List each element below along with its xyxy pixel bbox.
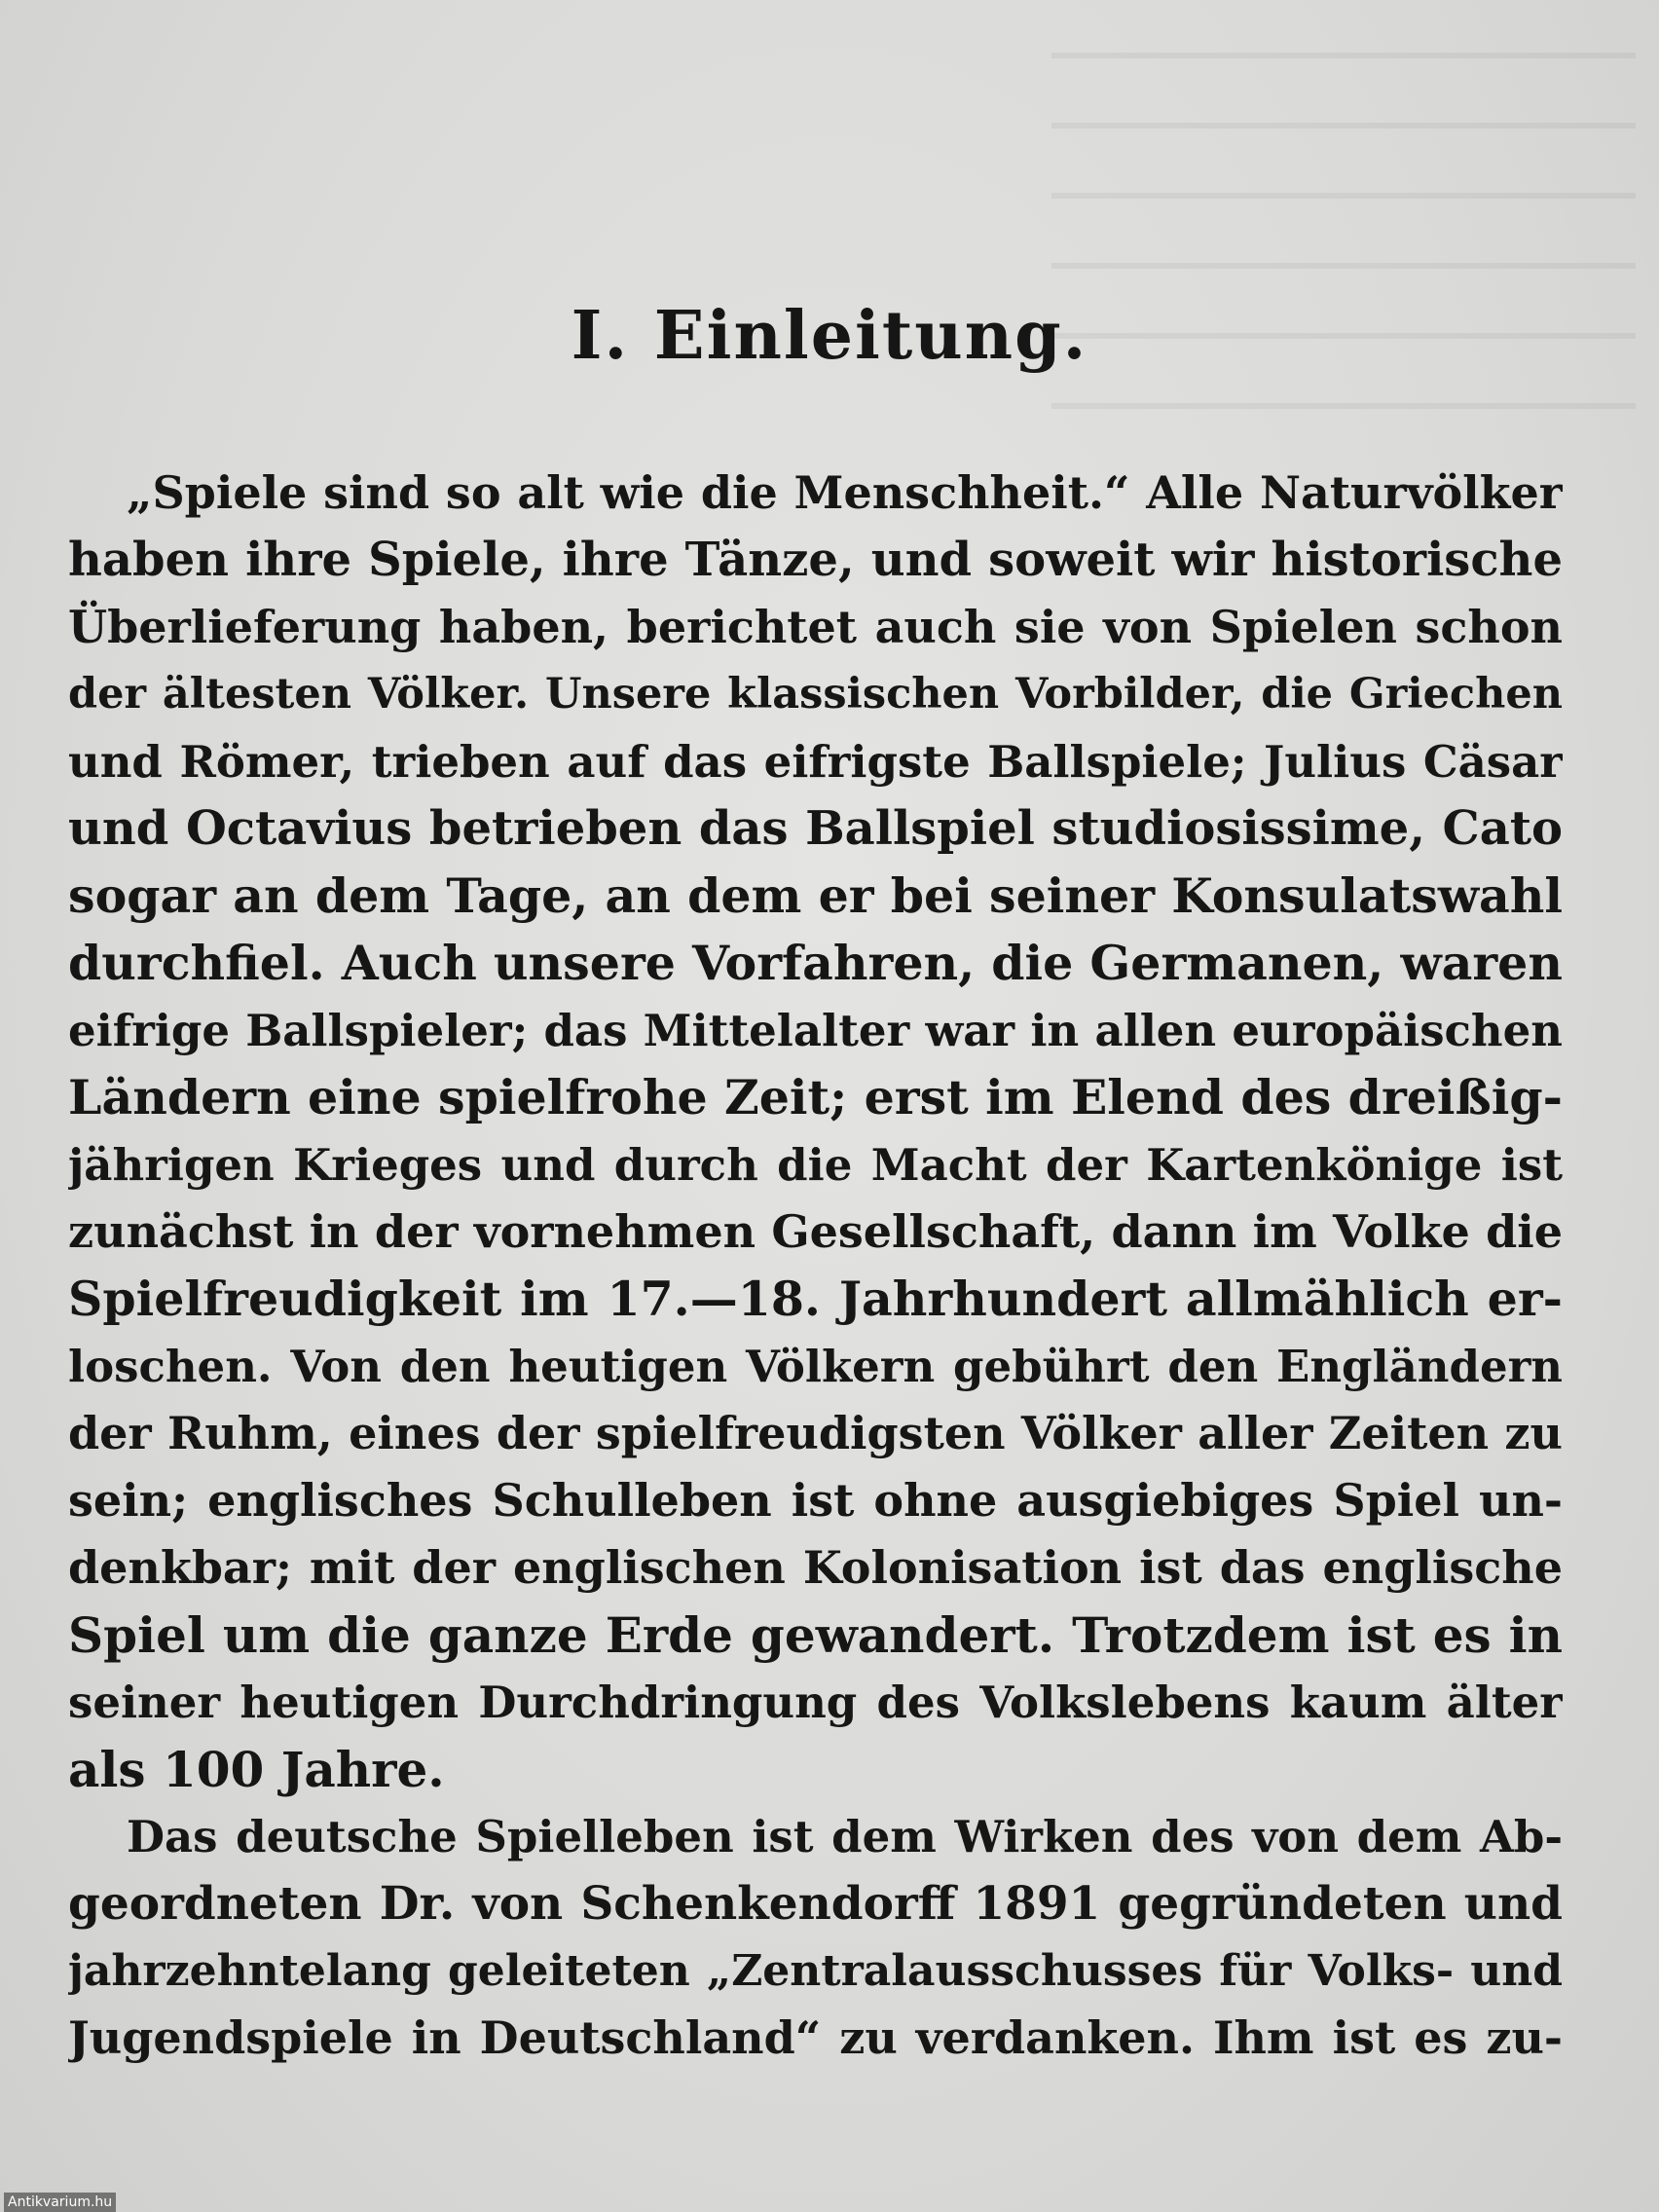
body-text <box>68 460 1563 2072</box>
text-line: der Ruhm, eines der spielfreudigsten Völker aller Zeiten zu <box>68 1407 1563 1459</box>
text-line: Jugendspiele in Deutschland“ zu verdanken. Ihm ist es zu- <box>68 2011 1563 2064</box>
text-line: als 100 Jahre. <box>68 1741 445 1798</box>
text-line: geordneten Dr. von Schenkendorff 1891 gegründeten und <box>68 1877 1563 1931</box>
text-line: Spielfreudigkeit im 17.—18. Jahrhundert allmählich er- <box>68 1271 1563 1327</box>
text-line: sein; englisches Schulleben ist ohne ausgiebiges Spiel un- <box>68 1474 1563 1527</box>
text-line: und Octavius betrieben das Ballspiel studiosissime, Cato <box>68 801 1563 856</box>
text-line: Spiel um die ganze Erde gewandert. Trotzdem ist es in <box>68 1606 1563 1664</box>
text-line: zunächst in der vornehmen Gesellschaft, dann im Volke die <box>68 1205 1563 1258</box>
text-line: „Spiele sind so alt wie die Menschheit.“ Alle Naturvölker <box>127 466 1563 519</box>
text-line: der ältesten Völker. Unsere klassischen Vorbilder, die Griechen <box>68 670 1563 719</box>
text-line: sogar an dem Tage, an dem er bei seiner Konsulatswahl <box>68 867 1563 924</box>
text-line: haben ihre Spiele, ihre Tänze, und soweit wir historische <box>68 533 1563 587</box>
text-line: seiner heutigen Durchdringung des Volkslebens kaum älter <box>68 1677 1563 1728</box>
site-watermark: Antikvarium.hu <box>4 2193 116 2212</box>
text-line: loschen. Von den heutigen Völkern gebührt den Engländern <box>68 1341 1563 1392</box>
text-line: durchfiel. Auch unsere Vorfahren, die Germanen, waren <box>68 935 1563 991</box>
text-line: Das deutsche Spielleben ist dem Wirken des von dem Ab- <box>127 1811 1563 1862</box>
text-line: Überlieferung haben, berichtet auch sie von Spielen schon <box>68 601 1563 653</box>
text-line: jährigen Krieges und durch die Macht der Kartenkönige ist <box>68 1139 1563 1191</box>
text-line: Ländern eine spielfrohe Zeit; erst im Elend des dreißig- <box>68 1069 1563 1125</box>
chapter-heading: I. Einleitung. <box>571 297 1088 375</box>
text-line: eifrige Ballspieler; das Mittelalter war in allen europäischen <box>68 1005 1563 1056</box>
text-line: und Römer, trieben auf das eifrigste Ballspiele; Julius Cäsar <box>68 736 1563 788</box>
text-line: jahrzehntelang geleiteten „Zentralausschusses für Volks- und <box>68 1946 1563 1996</box>
text-line: denkbar; mit der englischen Kolonisation ist das englische <box>68 1541 1563 1594</box>
